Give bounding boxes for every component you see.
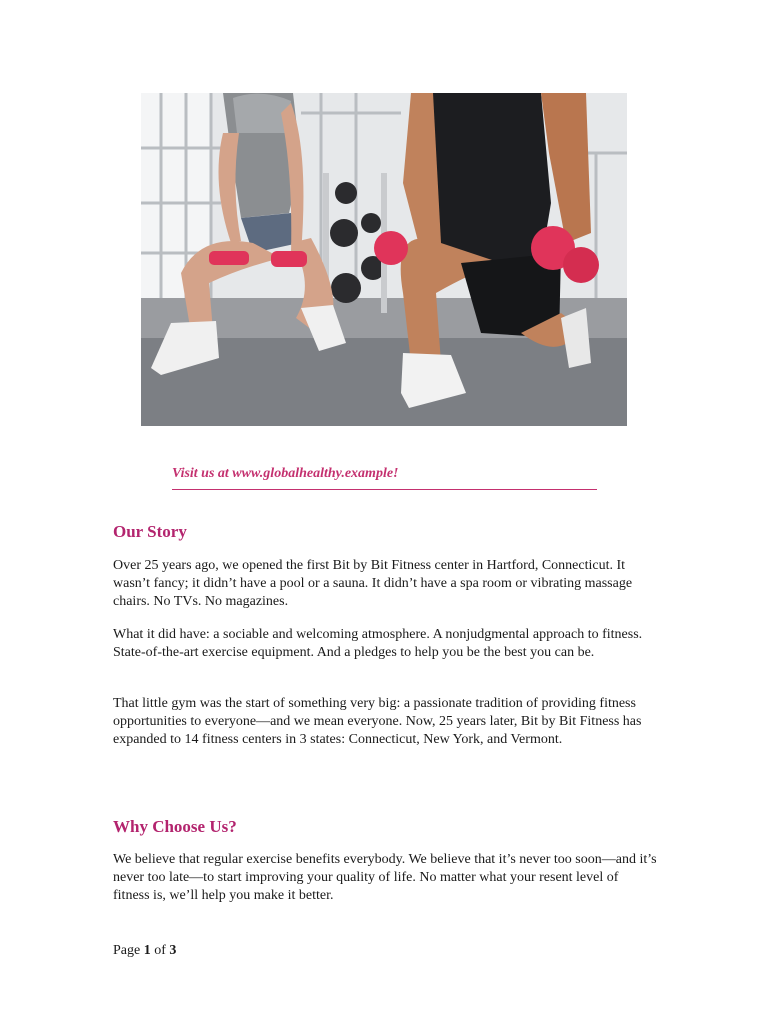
total-pages-number: 3 (169, 943, 177, 958)
paragraph-story-growth: That little gym was the start of something very big: a passionate tradition of providing fitness opportunities to everyone—and we mean everyone. Now, 25 years later, Bit by Bit Fitness has expanded to 14 fitness centers in 3 states: Connecticut, New York, and Vermont. (113, 696, 642, 747)
visit-link-underline (172, 464, 597, 490)
paragraph-story-features: What it did have: a sociable and welcoming atmosphere. A nonjudgmental approach to fitness. State-of-the-art exercise equipment. And a pledges to help you be the best you can be. (113, 627, 643, 660)
hero-gym-photo (141, 93, 627, 426)
page-number-footer (113, 942, 658, 960)
paragraph-story-intro: Over 25 years ago, we opened the first Bit by Bit Fitness center in Hartford, Connecticut. It wasn’t fancy; it didn’t have a pool or a sauna. It didn’t have a spa room or vibrating massage chairs. No TVs. No magazines. (113, 558, 633, 609)
heading-why-choose-us: Why Choose Us? (113, 817, 237, 836)
paragraph-why-choose: We believe that regular exercise benefits everybody. We believe that it’s never too soon—and it’s never too late—to start improving your quality of life. No matter what your resent level of fitness is, we’ll help you make it better. (113, 852, 657, 903)
gym-photo-illustration (141, 93, 627, 426)
of-label: of (150, 943, 170, 958)
page-label: Page (113, 943, 144, 958)
heading-our-story: Our Story (113, 522, 187, 541)
current-page-number: 1 (143, 943, 151, 958)
visit-website-link[interactable]: Visit us at www.globalhealthy.example! (172, 466, 399, 481)
